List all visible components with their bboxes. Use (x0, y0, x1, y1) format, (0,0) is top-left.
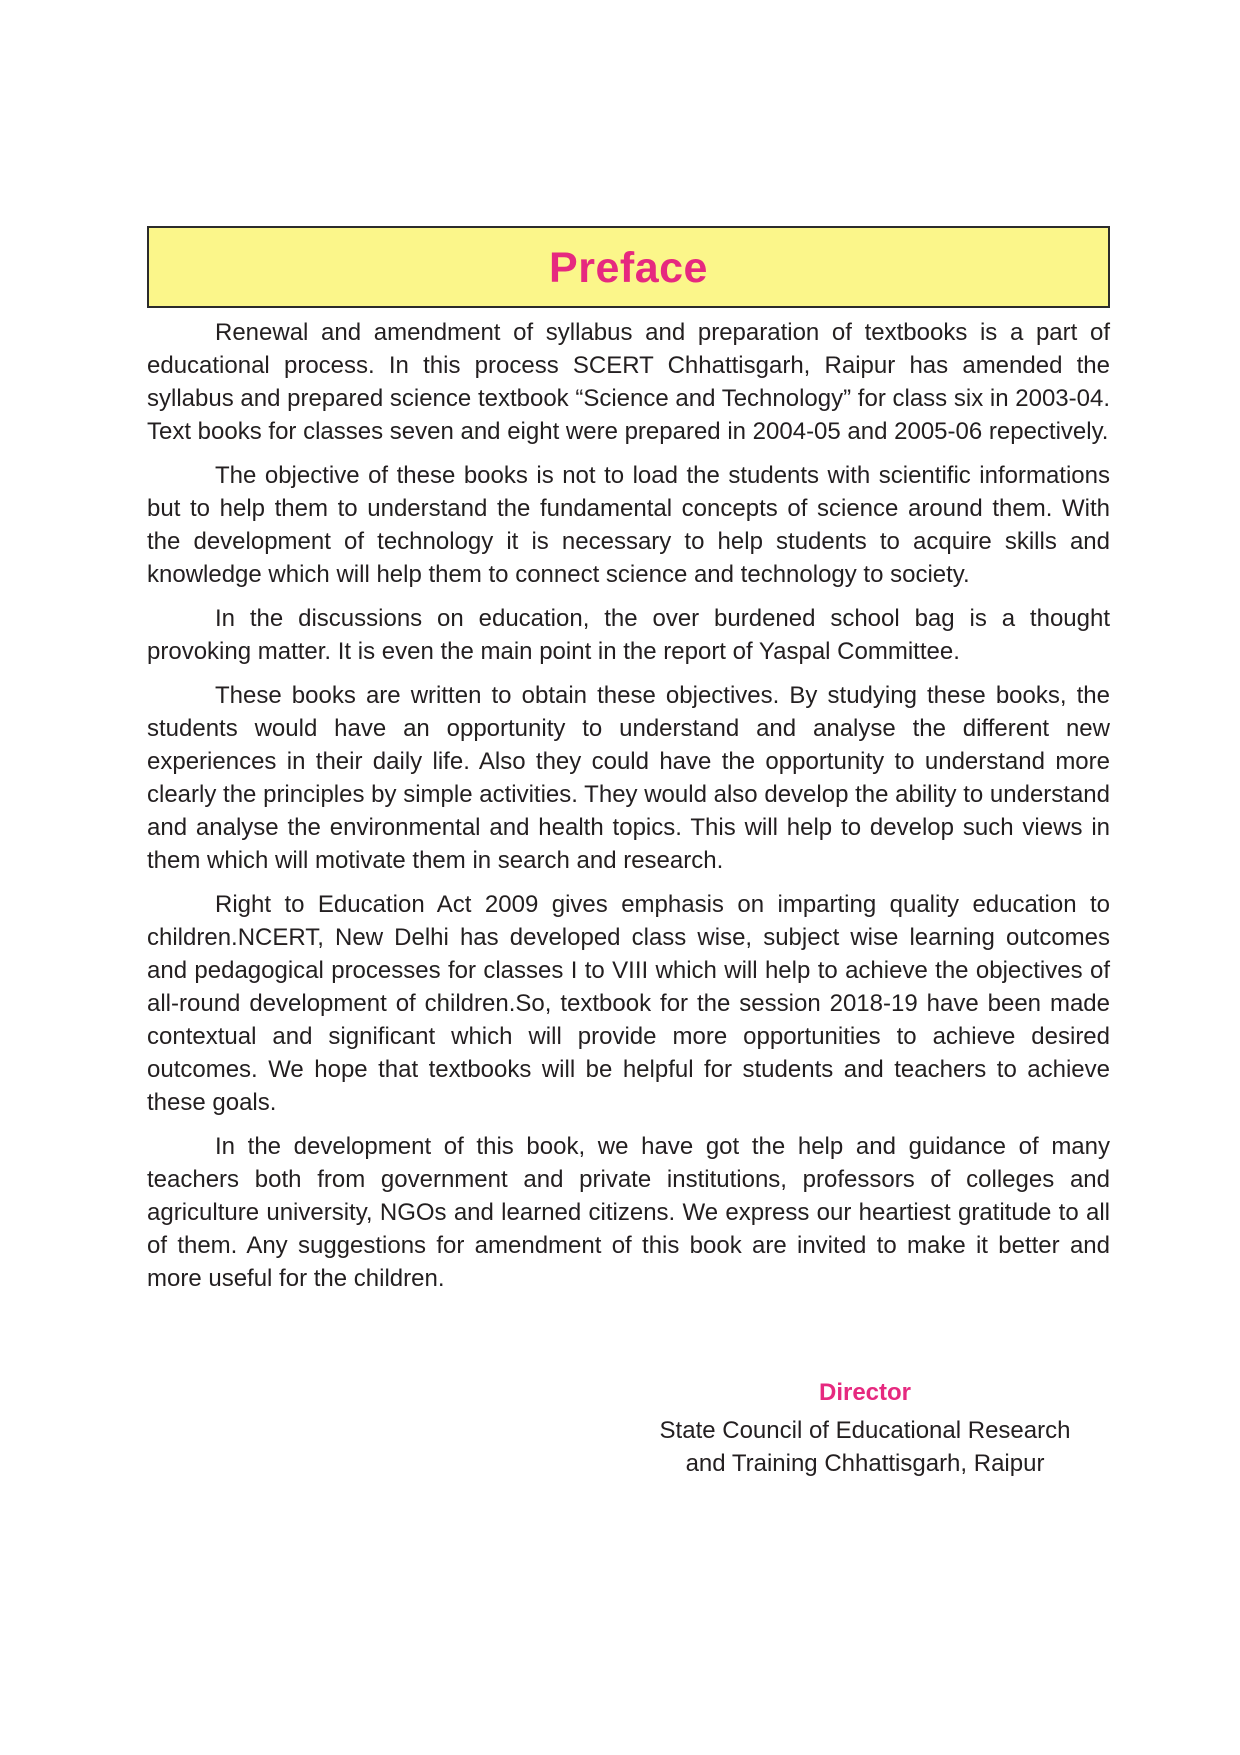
paragraph-1: Renewal and amendment of syllabus and preparation of textbooks is a part of educational process. In this process SCERT Chhattisgarh, Raipur has amended the syllabus and prepared science textbook “Science and Technology” for class six in 2003-04. Text books for classes seven and eight were prepared in 2004-05 and 2005-06 repectively. (147, 319, 1110, 445)
signature-title: Director (818, 1379, 912, 1406)
signature-organization-line-2: and Training Chhattisgarh, Raipur (685, 1450, 1045, 1477)
signature-block (640, 1378, 1090, 1480)
paragraph-2: The objective of these books is not to load the students with scientific informations but to help them to understand the fundamental concepts of science around them. With the development of technology it is necessary to help students to acquire skills and knowledge which will help them to connect science and technology to society. (147, 462, 1110, 588)
paragraph-3: In the discussions on education, the over burdened school bag is a thought provoking matter. It is even the main point in the report of Yaspal Committee. (147, 605, 1110, 665)
paragraph-5: Right to Education Act 2009 gives emphasis on imparting quality education to children.NCERT, New Delhi has developed class wise, subject wise learning outcomes and pedagogical processes for classes I to VIII which will help to achieve the objectives of all-round development of children.So, textbook for the session 2018-19 have been made contextual and significant which will provide more opportunities to achieve desired outcomes. We hope that textbooks will be helpful for students and teachers to achieve these goals. (147, 891, 1110, 1116)
preface-body (147, 316, 1110, 1306)
signature-organization-line-1: State Council of Educational Research (659, 1417, 1071, 1444)
paragraph-6: In the development of this book, we have got the help and guidance of many teachers both from government and private institutions, professors of colleges and agriculture university, NGOs and learned citizens. We express our heartiest gratitude to all of them. Any suggestions for amendment of this book are invited to make it better and more useful for the children. (147, 1133, 1110, 1292)
paragraph-4: These books are written to obtain these objectives. By studying these books, the students would have an opportunity to understand and analyse the different new experiences in their daily life. Also they could have the opportunity to understand more clearly the principles by simple activities. They would also develop the ability to understand and analyse the environmental and health topics. This will help to develop such views in them which will motivate them in search and research. (147, 682, 1110, 874)
page-title: Preface (549, 243, 708, 292)
title-box (147, 226, 1110, 308)
